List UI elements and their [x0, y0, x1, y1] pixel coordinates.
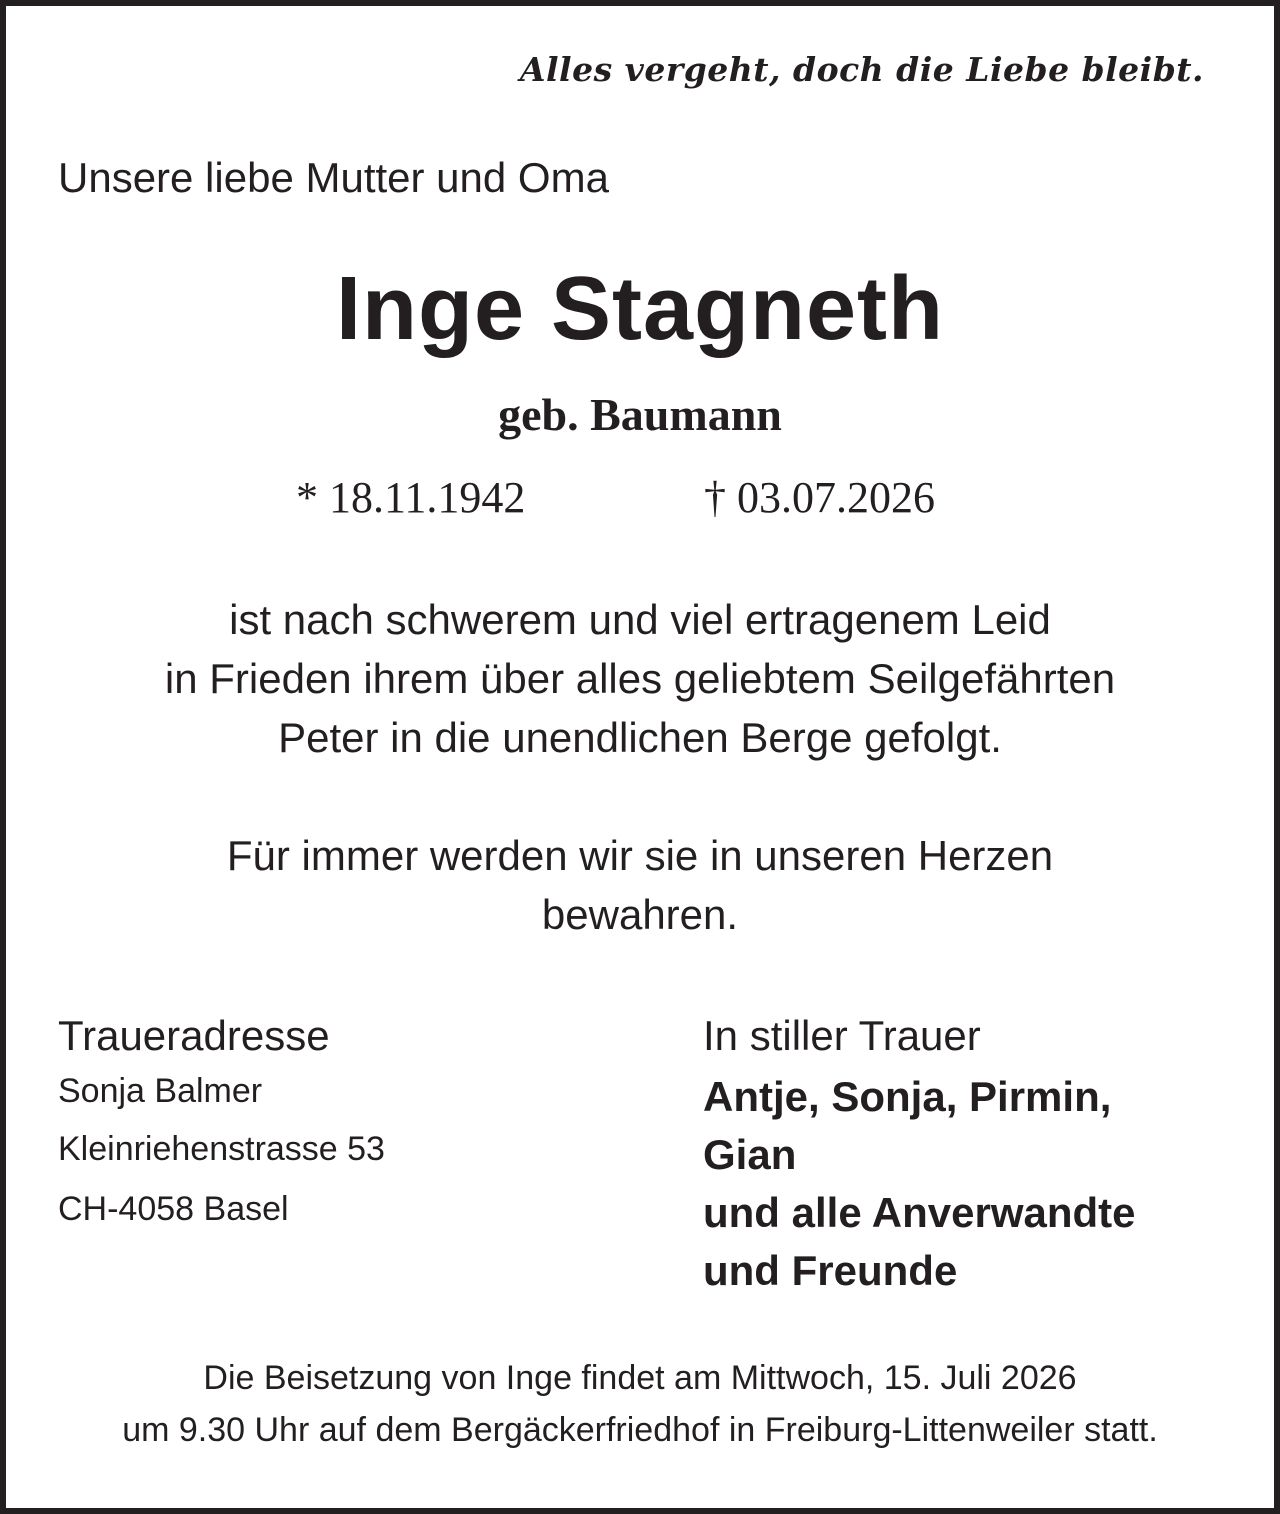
message-line: ist nach schwerem und viel ertragenem Leid	[229, 596, 1051, 643]
birth-date: * 18.11.1942	[296, 473, 526, 522]
address-line: Kleinriehenstrasse 53	[58, 1130, 385, 1168]
motto: Alles vergeht, doch die Liebe bleibt.	[519, 50, 1204, 89]
burial-line: um 9.30 Uhr auf dem Bergäckerfriedhof in Freiburg-Littenweiler statt.	[122, 1411, 1158, 1449]
remembrance-line: Für immer werden wir sie in unseren Herzen	[226, 832, 1054, 879]
message-block	[0, 590, 1280, 767]
message-line: in Frieden ihrem über alles geliebtem Seilgefährten	[164, 655, 1116, 702]
message-line: Peter in die unendlichen Berge gefolgt.	[278, 714, 1002, 761]
death-date: † 03.07.2026	[704, 473, 935, 522]
intro-line: Unsere liebe Mutter und Oma	[58, 154, 609, 201]
mourner-line: und Freunde	[703, 1247, 958, 1294]
burial-line: Die Beisetzung von Inge findet am Mittwoch, 15. Juli 2026	[203, 1359, 1077, 1397]
mourner-line: und alle Anverwandte	[703, 1189, 1136, 1236]
maiden-name: geb. Baumann	[498, 389, 782, 440]
remembrance-line: bewahren.	[541, 891, 739, 938]
mourner-line: Gian	[703, 1131, 797, 1178]
mourners-block	[703, 1068, 1136, 1300]
address-line: CH-4058 Basel	[58, 1190, 289, 1228]
mourners-title: In stiller Trauer	[703, 1012, 981, 1059]
address-title: Traueradresse	[58, 1012, 330, 1059]
address-line: Sonja Balmer	[58, 1072, 263, 1110]
burial-info	[0, 1352, 1280, 1456]
mourner-line: Antje, Sonja, Pirmin,	[703, 1073, 1112, 1120]
remembrance-block	[0, 826, 1280, 944]
deceased-name: Inge Stagneth	[335, 259, 945, 359]
